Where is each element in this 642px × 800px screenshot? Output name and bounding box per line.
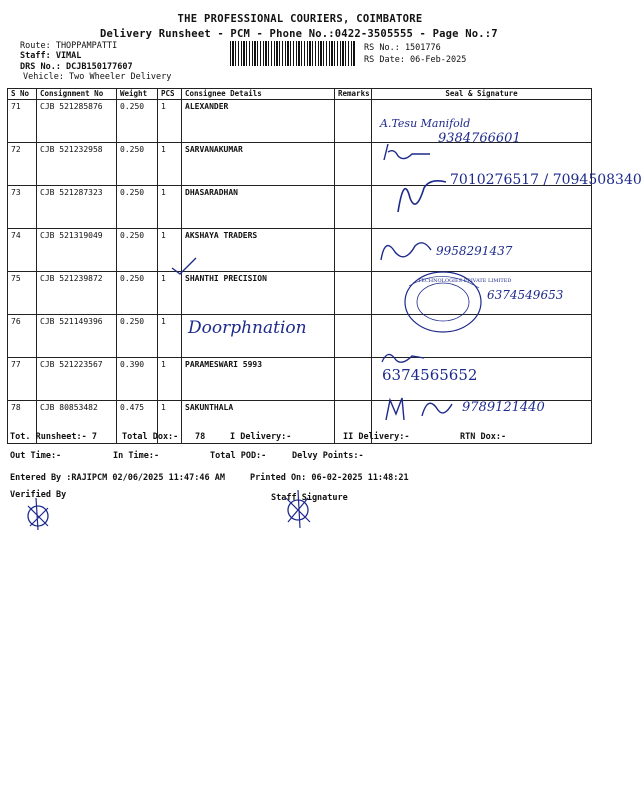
drs-number: DRS No.: DCJB150177607 bbox=[20, 62, 133, 72]
cell-pcs: 1 bbox=[158, 186, 182, 229]
cell-sno: 74 bbox=[8, 229, 37, 272]
i-delivery-label: I Delivery:- bbox=[230, 432, 292, 442]
cell-pcs: 1 bbox=[158, 229, 182, 272]
entered-by: Entered By :RAJIPCM 02/06/2025 11:47:46 AM bbox=[10, 473, 225, 483]
handwritten-phone-row77: 6374565652 bbox=[382, 366, 478, 384]
rs-number: RS No.: 1501776 bbox=[364, 43, 441, 53]
cell-sno: 73 bbox=[8, 186, 37, 229]
staff-signature-label: Staff Signature bbox=[271, 493, 348, 503]
cell-remarks bbox=[335, 186, 372, 229]
handwritten-name-row71: A.Tesu Manifold bbox=[380, 117, 471, 130]
barcode bbox=[230, 41, 356, 66]
cell-consignment: CJB 521149396 bbox=[37, 315, 117, 358]
cell-consignee: PARAMESWARI 5993 bbox=[182, 358, 335, 401]
cell-remarks bbox=[335, 272, 372, 315]
cell-remarks bbox=[335, 229, 372, 272]
cell-sno: 71 bbox=[8, 100, 37, 143]
cell-consignee: ALEXANDER bbox=[182, 100, 335, 143]
handwritten-phone-row73: 7010276517 / 7094508340 bbox=[450, 172, 642, 188]
staff-signature-mark bbox=[278, 488, 322, 532]
cell-weight: 0.250 bbox=[117, 229, 158, 272]
in-time-label: In Time:- bbox=[113, 451, 160, 461]
cell-consignee: AKSHAYA TRADERS bbox=[182, 229, 335, 272]
signature-scribble-row74 bbox=[375, 230, 435, 266]
cell-pcs: 1 bbox=[158, 315, 182, 358]
cell-remarks bbox=[335, 143, 372, 186]
cell-consignee: SARVANAKUMAR bbox=[182, 143, 335, 186]
col-header-consignment: Consignment No bbox=[37, 89, 117, 100]
cell-consignment: CJB 80853482 bbox=[37, 401, 117, 444]
stamp-text: TECHNOLOGIES PRIVATE LIMITED bbox=[418, 278, 512, 284]
cell-sno: 77 bbox=[8, 358, 37, 401]
cell-weight: 0.250 bbox=[117, 186, 158, 229]
cell-consignee: SAKUNTHALA bbox=[182, 401, 335, 444]
verified-by-label: Verified By bbox=[10, 490, 67, 500]
rs-date: RS Date: 06-Feb-2025 bbox=[364, 55, 467, 65]
cell-weight: 0.250 bbox=[117, 272, 158, 315]
col-header-signature: Seal & Signature bbox=[372, 89, 592, 100]
cell-weight: 0.250 bbox=[117, 143, 158, 186]
rtn-dox-label: RTN Dox:- bbox=[460, 432, 507, 442]
cell-sno: 76 bbox=[8, 315, 37, 358]
total-runsheet: Tot. Runsheet:- 7 bbox=[10, 432, 97, 442]
handwritten-phone-row74: 9958291437 bbox=[436, 244, 513, 258]
cell-consignment: CJB 521287323 bbox=[37, 186, 117, 229]
cell-consignment: CJB 521223567 bbox=[37, 358, 117, 401]
cell-consignee: DHASARADHAN bbox=[182, 186, 335, 229]
ii-delivery-label: II Delivery:- bbox=[343, 432, 410, 442]
table-row bbox=[8, 186, 592, 229]
total-pod-label: Total POD:- bbox=[210, 451, 267, 461]
handwritten-phone-row78: 9789121440 bbox=[462, 400, 545, 415]
company-title: THE PROFESSIONAL COURIERS, COIMBATORE bbox=[177, 13, 423, 25]
cell-remarks bbox=[335, 100, 372, 143]
cell-pcs: 1 bbox=[158, 358, 182, 401]
cell-sno: 75 bbox=[8, 272, 37, 315]
table-row bbox=[8, 358, 592, 401]
total-dox-value: 78 bbox=[195, 432, 206, 442]
verified-by-signature-mark bbox=[18, 494, 58, 534]
out-time-label: Out Time:- bbox=[10, 451, 62, 461]
printed-on: Printed On: 06-02-2025 11:48:21 bbox=[250, 473, 409, 483]
cell-weight: 0.390 bbox=[117, 358, 158, 401]
cell-consignment: CJB 521232958 bbox=[37, 143, 117, 186]
handwritten-phone-row75: 6374549653 bbox=[487, 288, 564, 302]
cell-remarks bbox=[335, 315, 372, 358]
cell-remarks bbox=[335, 358, 372, 401]
signature-scribble-row77 bbox=[378, 346, 428, 368]
cell-sno: 72 bbox=[8, 143, 37, 186]
col-header-consignee: Consignee Details bbox=[182, 89, 335, 100]
total-dox-label: Total Dox:- bbox=[122, 432, 179, 442]
cell-pcs: 1 bbox=[158, 143, 182, 186]
cell-consignment: CJB 521285876 bbox=[37, 100, 117, 143]
cell-consignment: CJB 521239872 bbox=[37, 272, 117, 315]
cell-weight: 0.250 bbox=[117, 100, 158, 143]
handwritten-phone-row71: 9384766601 bbox=[438, 131, 521, 146]
cell-sno: 78 bbox=[8, 401, 37, 444]
vehicle-label: Vehicle: Two Wheeler Delivery bbox=[23, 72, 172, 82]
cell-pcs: 1 bbox=[158, 100, 182, 143]
runsheet-subtitle: Delivery Runsheet - PCM - Phone No.:0422-3505555 - Page No.:7 bbox=[100, 28, 498, 40]
handwritten-note-row76: Doorphnation bbox=[188, 318, 307, 338]
signature-scribble-row72 bbox=[380, 140, 440, 164]
col-header-pcs: PCS bbox=[158, 89, 182, 100]
signature-scribble-row78 bbox=[382, 392, 472, 426]
col-header-sno: S No bbox=[8, 89, 37, 100]
col-header-weight: Weight bbox=[117, 89, 158, 100]
cell-consignment: CJB 521319049 bbox=[37, 229, 117, 272]
staff-label: Staff: VIMAL bbox=[20, 51, 82, 61]
delvy-points-label: Delvy Points:- bbox=[292, 451, 364, 461]
cell-pcs: 1 bbox=[158, 272, 182, 315]
tick-mark-row75 bbox=[170, 256, 200, 276]
cell-weight: 0.475 bbox=[117, 401, 158, 444]
col-header-remarks: Remarks bbox=[335, 89, 372, 100]
route-label: Route: THOPPAMPATTI bbox=[20, 41, 118, 51]
company-seal-stamp bbox=[395, 264, 491, 340]
cell-consignee: SHANTHI PRECISION bbox=[182, 272, 335, 315]
cell-weight: 0.250 bbox=[117, 315, 158, 358]
cell-pcs: 1 bbox=[158, 401, 182, 444]
table-header-row bbox=[8, 89, 592, 100]
